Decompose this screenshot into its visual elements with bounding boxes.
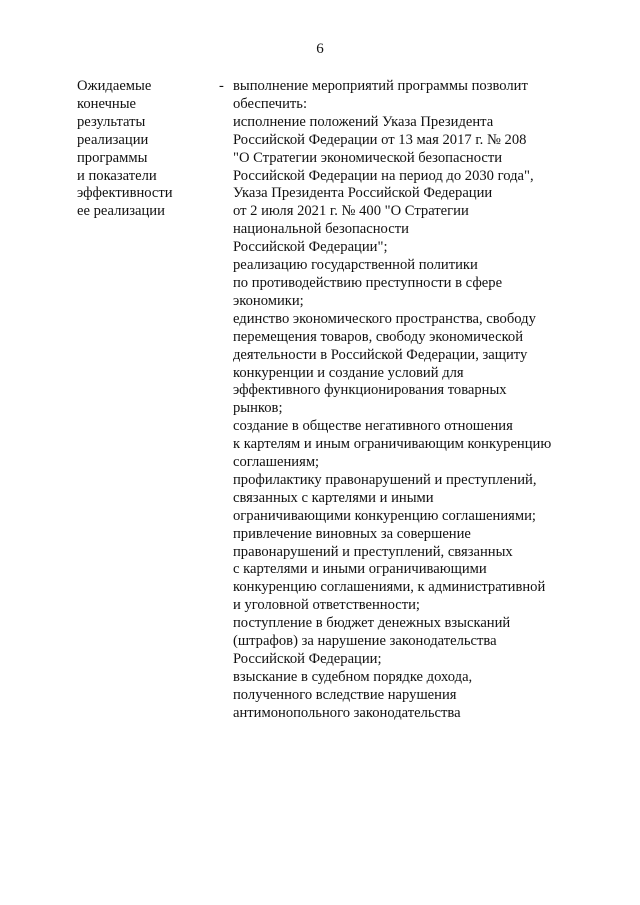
section-label-line: программы: [77, 149, 148, 166]
content-line: с картелями и иными ограничивающими: [233, 561, 487, 578]
content-line: национальной безопасности: [233, 221, 409, 238]
section-label-line: Ожидаемые: [77, 78, 152, 94]
content-line: Российской Федерации от 13 мая 2017 г. № 208: [233, 131, 527, 148]
page-number: 6: [316, 41, 324, 57]
section-label-line: эффективности: [77, 185, 173, 202]
content-line: взыскание в судебном порядке дохода,: [233, 668, 473, 685]
content-line: полученного вследствие нарушения: [233, 686, 457, 703]
content-line: "О Стратегии экономической безопасности: [233, 149, 503, 166]
content-line: обеспечить:: [233, 95, 308, 112]
content-line: профилактику правонарушений и преступлений,: [233, 471, 537, 488]
content-line: привлечение виновных за совершение: [233, 525, 471, 542]
content-line: единство экономического пространства, свободу: [233, 310, 536, 327]
content-line: выполнение мероприятий программы позволит: [233, 78, 528, 94]
content-line: поступление в бюджет денежных взысканий: [233, 615, 511, 632]
section-label-line: результаты: [77, 113, 146, 130]
content-line: Российской Федерации;: [233, 651, 382, 667]
content-line: исполнение положений Указа Президента: [233, 113, 494, 130]
content-line: создание в обществе негативного отношения: [233, 418, 513, 435]
dash-marker: -: [219, 78, 224, 94]
content-line: соглашениям;: [233, 454, 320, 471]
section-label: [77, 78, 202, 221]
content-line: связанных с картелями и иными: [233, 489, 434, 506]
content-line: антимонопольного законодательства: [233, 704, 461, 721]
section-label-line: и показатели: [77, 167, 157, 184]
content-line: к картелям и иным ограничивающим конкуренцию: [233, 436, 552, 453]
section-label-line: ее реализации: [77, 203, 165, 220]
content-line: конкуренции и создание условий для: [233, 364, 464, 381]
content-line: Российской Федерации";: [233, 239, 388, 256]
content-line: Указа Президента Российской Федерации: [233, 185, 493, 202]
content-line: и уголовной ответственности;: [233, 597, 420, 614]
content-line: Российской Федерации на период до 2030 года",: [233, 167, 534, 184]
content-line: реализацию государственной политики: [233, 257, 478, 274]
content-line: деятельности в Российской Федерации, защиту: [233, 346, 528, 363]
content-line: (штрафов) за нарушение законодательства: [233, 633, 497, 650]
content-line: перемещения товаров, свободу экономической: [233, 328, 524, 345]
content-line: правонарушений и преступлений, связанных: [233, 543, 513, 560]
section-content: [233, 78, 593, 723]
content-line: ограничивающими конкуренцию соглашениями;: [233, 507, 536, 524]
content-line: экономики;: [233, 292, 304, 309]
section-label-line: реализации: [77, 131, 149, 148]
content-line: от 2 июля 2021 г. № 400 "О Стратегии: [233, 203, 469, 220]
content-line: рынков;: [233, 400, 283, 417]
content-line: конкуренцию соглашениями, к административной: [233, 579, 546, 596]
content-line: эффективного функционирования товарных: [233, 382, 507, 399]
content-line: по противодействию преступности в сфере: [233, 274, 503, 291]
section-label-line: конечные: [77, 95, 137, 112]
